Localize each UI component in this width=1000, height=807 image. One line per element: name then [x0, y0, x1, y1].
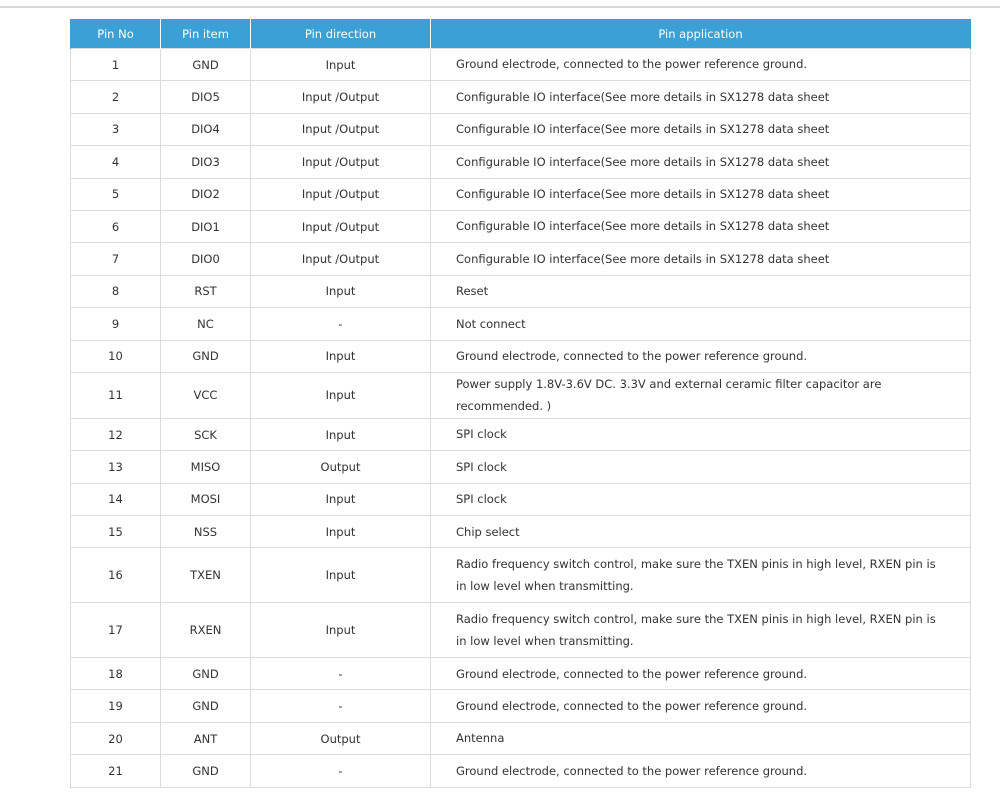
pin-item-cell: DIO5: [161, 81, 251, 113]
pin-no-cell: 11: [71, 372, 161, 418]
table-row: [71, 722, 971, 754]
pin-item-cell: GND: [161, 340, 251, 372]
pin-no-cell: 21: [71, 755, 161, 787]
table-row: [71, 603, 971, 658]
table-row: [71, 755, 971, 787]
pin-table-body: [71, 49, 971, 788]
table-row: [71, 658, 971, 690]
pin-item-cell: MOSI: [161, 483, 251, 515]
pin-item-cell: VCC: [161, 372, 251, 418]
pin-application-cell: Configurable IO interface(See more details in SX1278 data sheet: [431, 81, 971, 113]
pin-no-cell: 6: [71, 210, 161, 242]
pin-no-cell: 4: [71, 146, 161, 178]
pin-item-cell: SCK: [161, 418, 251, 450]
pin-no-cell: 2: [71, 81, 161, 113]
pin-direction-cell: -: [251, 755, 431, 787]
pin-item-cell: ANT: [161, 722, 251, 754]
pin-application-cell: Configurable IO interface(See more details in SX1278 data sheet: [431, 210, 971, 242]
pin-item-cell: DIO4: [161, 113, 251, 145]
table-row: [71, 340, 971, 372]
table-row: [71, 178, 971, 210]
pin-no-cell: 3: [71, 113, 161, 145]
pin-no-cell: 5: [71, 178, 161, 210]
table-row: [71, 548, 971, 603]
table-row: [71, 308, 971, 340]
pin-direction-cell: Input: [251, 548, 431, 603]
pin-direction-cell: Input: [251, 372, 431, 418]
table-row: [71, 516, 971, 548]
pin-direction-cell: -: [251, 658, 431, 690]
header-pin-direction: Pin direction: [251, 19, 431, 49]
pin-item-cell: GND: [161, 49, 251, 81]
header-row: [71, 19, 971, 49]
pin-item-cell: MISO: [161, 451, 251, 483]
pin-item-cell: NSS: [161, 516, 251, 548]
pin-no-cell: 10: [71, 340, 161, 372]
pin-direction-cell: Input: [251, 418, 431, 450]
table-row: [71, 81, 971, 113]
pin-no-cell: 12: [71, 418, 161, 450]
pin-direction-cell: Input /Output: [251, 210, 431, 242]
pin-application-cell: Ground electrode, connected to the power reference ground.: [431, 340, 971, 372]
pin-application-cell: Configurable IO interface(See more details in SX1278 data sheet: [431, 146, 971, 178]
pin-direction-cell: Input: [251, 516, 431, 548]
pin-no-cell: 17: [71, 603, 161, 658]
header-pin-application: Pin application: [431, 19, 971, 49]
pin-item-cell: DIO1: [161, 210, 251, 242]
pin-application-cell: Radio frequency switch control, make sure the TXEN pinis in high level, RXEN pin is in low level when transmitting.: [431, 548, 971, 603]
pin-no-cell: 18: [71, 658, 161, 690]
pin-application-cell: SPI clock: [431, 418, 971, 450]
pin-direction-cell: Input: [251, 483, 431, 515]
pin-direction-cell: Input /Output: [251, 178, 431, 210]
pin-no-cell: 8: [71, 275, 161, 307]
pin-no-cell: 19: [71, 690, 161, 722]
pin-application-cell: SPI clock: [431, 451, 971, 483]
pin-direction-cell: Input: [251, 340, 431, 372]
table-row: [71, 275, 971, 307]
pin-item-cell: GND: [161, 755, 251, 787]
pin-direction-cell: Input: [251, 275, 431, 307]
pin-no-cell: 14: [71, 483, 161, 515]
table-row: [71, 146, 971, 178]
pin-item-cell: NC: [161, 308, 251, 340]
table-row: [71, 690, 971, 722]
pin-direction-cell: Output: [251, 722, 431, 754]
pin-application-cell: Ground electrode, connected to the power reference ground.: [431, 49, 971, 81]
pin-no-cell: 16: [71, 548, 161, 603]
pin-application-cell: Power supply 1.8V-3.6V DC. 3.3V and external ceramic filter capacitor are recommended. ): [431, 372, 971, 418]
pin-application-cell: Configurable IO interface(See more details in SX1278 data sheet: [431, 113, 971, 145]
pin-item-cell: DIO2: [161, 178, 251, 210]
pin-application-cell: Not connect: [431, 308, 971, 340]
pin-no-cell: 1: [71, 49, 161, 81]
pin-application-cell: Configurable IO interface(See more details in SX1278 data sheet: [431, 178, 971, 210]
table-row: [71, 210, 971, 242]
header-pin-item: Pin item: [161, 19, 251, 49]
pin-direction-cell: -: [251, 308, 431, 340]
pin-item-cell: GND: [161, 690, 251, 722]
table-row: [71, 113, 971, 145]
pin-application-cell: Chip select: [431, 516, 971, 548]
pin-direction-cell: Input /Output: [251, 243, 431, 275]
top-divider: [0, 6, 1000, 8]
pin-item-cell: DIO0: [161, 243, 251, 275]
header-pin-no: Pin No: [71, 19, 161, 49]
pin-item-cell: RXEN: [161, 603, 251, 658]
pin-direction-cell: -: [251, 690, 431, 722]
table-row: [71, 418, 971, 450]
pin-direction-cell: Input /Output: [251, 113, 431, 145]
pin-application-cell: Ground electrode, connected to the power reference ground.: [431, 658, 971, 690]
pin-application-cell: Ground electrode, connected to the power reference ground.: [431, 755, 971, 787]
pin-application-cell: Configurable IO interface(See more details in SX1278 data sheet: [431, 243, 971, 275]
pin-direction-cell: Input: [251, 49, 431, 81]
pin-application-cell: Reset: [431, 275, 971, 307]
pin-no-cell: 13: [71, 451, 161, 483]
pin-application-cell: Ground electrode, connected to the power reference ground.: [431, 690, 971, 722]
table-row: [71, 49, 971, 81]
table-row: [71, 372, 971, 418]
pin-table-header: [71, 19, 971, 49]
table-row: [71, 483, 971, 515]
pin-no-cell: 9: [71, 308, 161, 340]
pin-item-cell: DIO3: [161, 146, 251, 178]
pin-direction-cell: Input: [251, 603, 431, 658]
table-row: [71, 451, 971, 483]
pin-no-cell: 15: [71, 516, 161, 548]
pin-item-cell: TXEN: [161, 548, 251, 603]
pin-application-cell: SPI clock: [431, 483, 971, 515]
pin-application-cell: Radio frequency switch control, make sure the TXEN pinis in high level, RXEN pin is in low level when transmitting.: [431, 603, 971, 658]
pin-direction-cell: Input /Output: [251, 81, 431, 113]
pin-table: [70, 19, 971, 788]
table-row: [71, 243, 971, 275]
pin-no-cell: 7: [71, 243, 161, 275]
pin-item-cell: GND: [161, 658, 251, 690]
pin-application-cell: Antenna: [431, 722, 971, 754]
pin-item-cell: RST: [161, 275, 251, 307]
pin-direction-cell: Output: [251, 451, 431, 483]
pin-direction-cell: Input /Output: [251, 146, 431, 178]
pin-no-cell: 20: [71, 722, 161, 754]
